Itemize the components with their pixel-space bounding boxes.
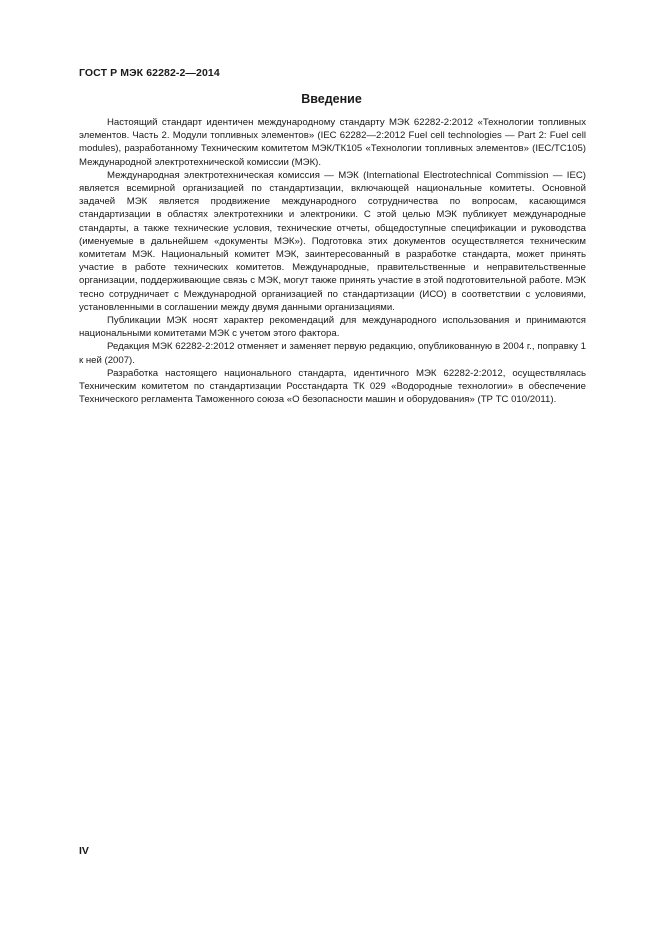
paragraph-standard-identity: Настоящий стандарт идентичен международному стандарту МЭК 62282-2:2012 «Технологии топливных элементов. Часть 2. Модули топливных элементов» (IEC 62282—2:2012 Fuel cell technologies — Part 2: Fuel cell modules), разработанному Техническим комитетом МЭК/ТК105 «Технологии топливных элементов» (IEC/TC105) Международной электротехнической комиссии (МЭК). xyxy=(79,117,586,168)
standard-code-header: ГОСТ Р МЭК 62282-2—2014 xyxy=(79,67,220,79)
paragraph-publications: Публикации МЭК носят характер рекомендаций для международного использования и принимаются национальными комитетами МЭК с учетом этого фактора. xyxy=(79,315,586,340)
paragraph-development: Разработка настоящего национального стандарта, идентичного МЭК 62282-2:2012, осуществлялась Техническим комитетом по стандартизации Росстандарта ТК 029 «Водородные технологии» в обеспечение Технического регламента Таможенного союза «О безопасности машин и оборудования» (ТР ТС 010/2011). xyxy=(79,367,586,406)
section-title: Введение xyxy=(301,92,362,106)
page-number: IV xyxy=(79,845,89,857)
paragraph-iec-description: Международная электротехническая комиссия — МЭК (International Electrotechnical Commission — IEC) является всемирной организацией по стандартизации, включающей национальные комитеты. Основной задачей МЭК является продвижение международного сотрудничества по вопросам, касающимся стандартизации в областях электротехники и электроники. С этой целью МЭК публикует международные стандарты, а также технические условия, технические отчеты, общедоступные спецификации и руководства (именуемые в дальнейшем «документы МЭК»). Подготовка этих документов осуществляется техническим комитетам МЭК. Национальный комитет МЭК, заинтересованный в разработке стандарта, может принять участие в работе технических комитетов. Международные, правительственные и неправительственные организации, поддерживающие связь с МЭК, могут также принять участие в этой подготовительной работе. МЭК тесно сотрудничает с Международной организацией по стандартизации (ИСО) в соответствии с условиями, установленными в соглашении между двумя данными организациями. xyxy=(79,169,586,313)
introduction-body xyxy=(79,116,586,406)
paragraph-edition: Редакция МЭК 62282-2:2012 отменяет и заменяет первую редакцию, опубликованную в 2004 г., поправку 1 к ней (2007). xyxy=(79,341,586,366)
